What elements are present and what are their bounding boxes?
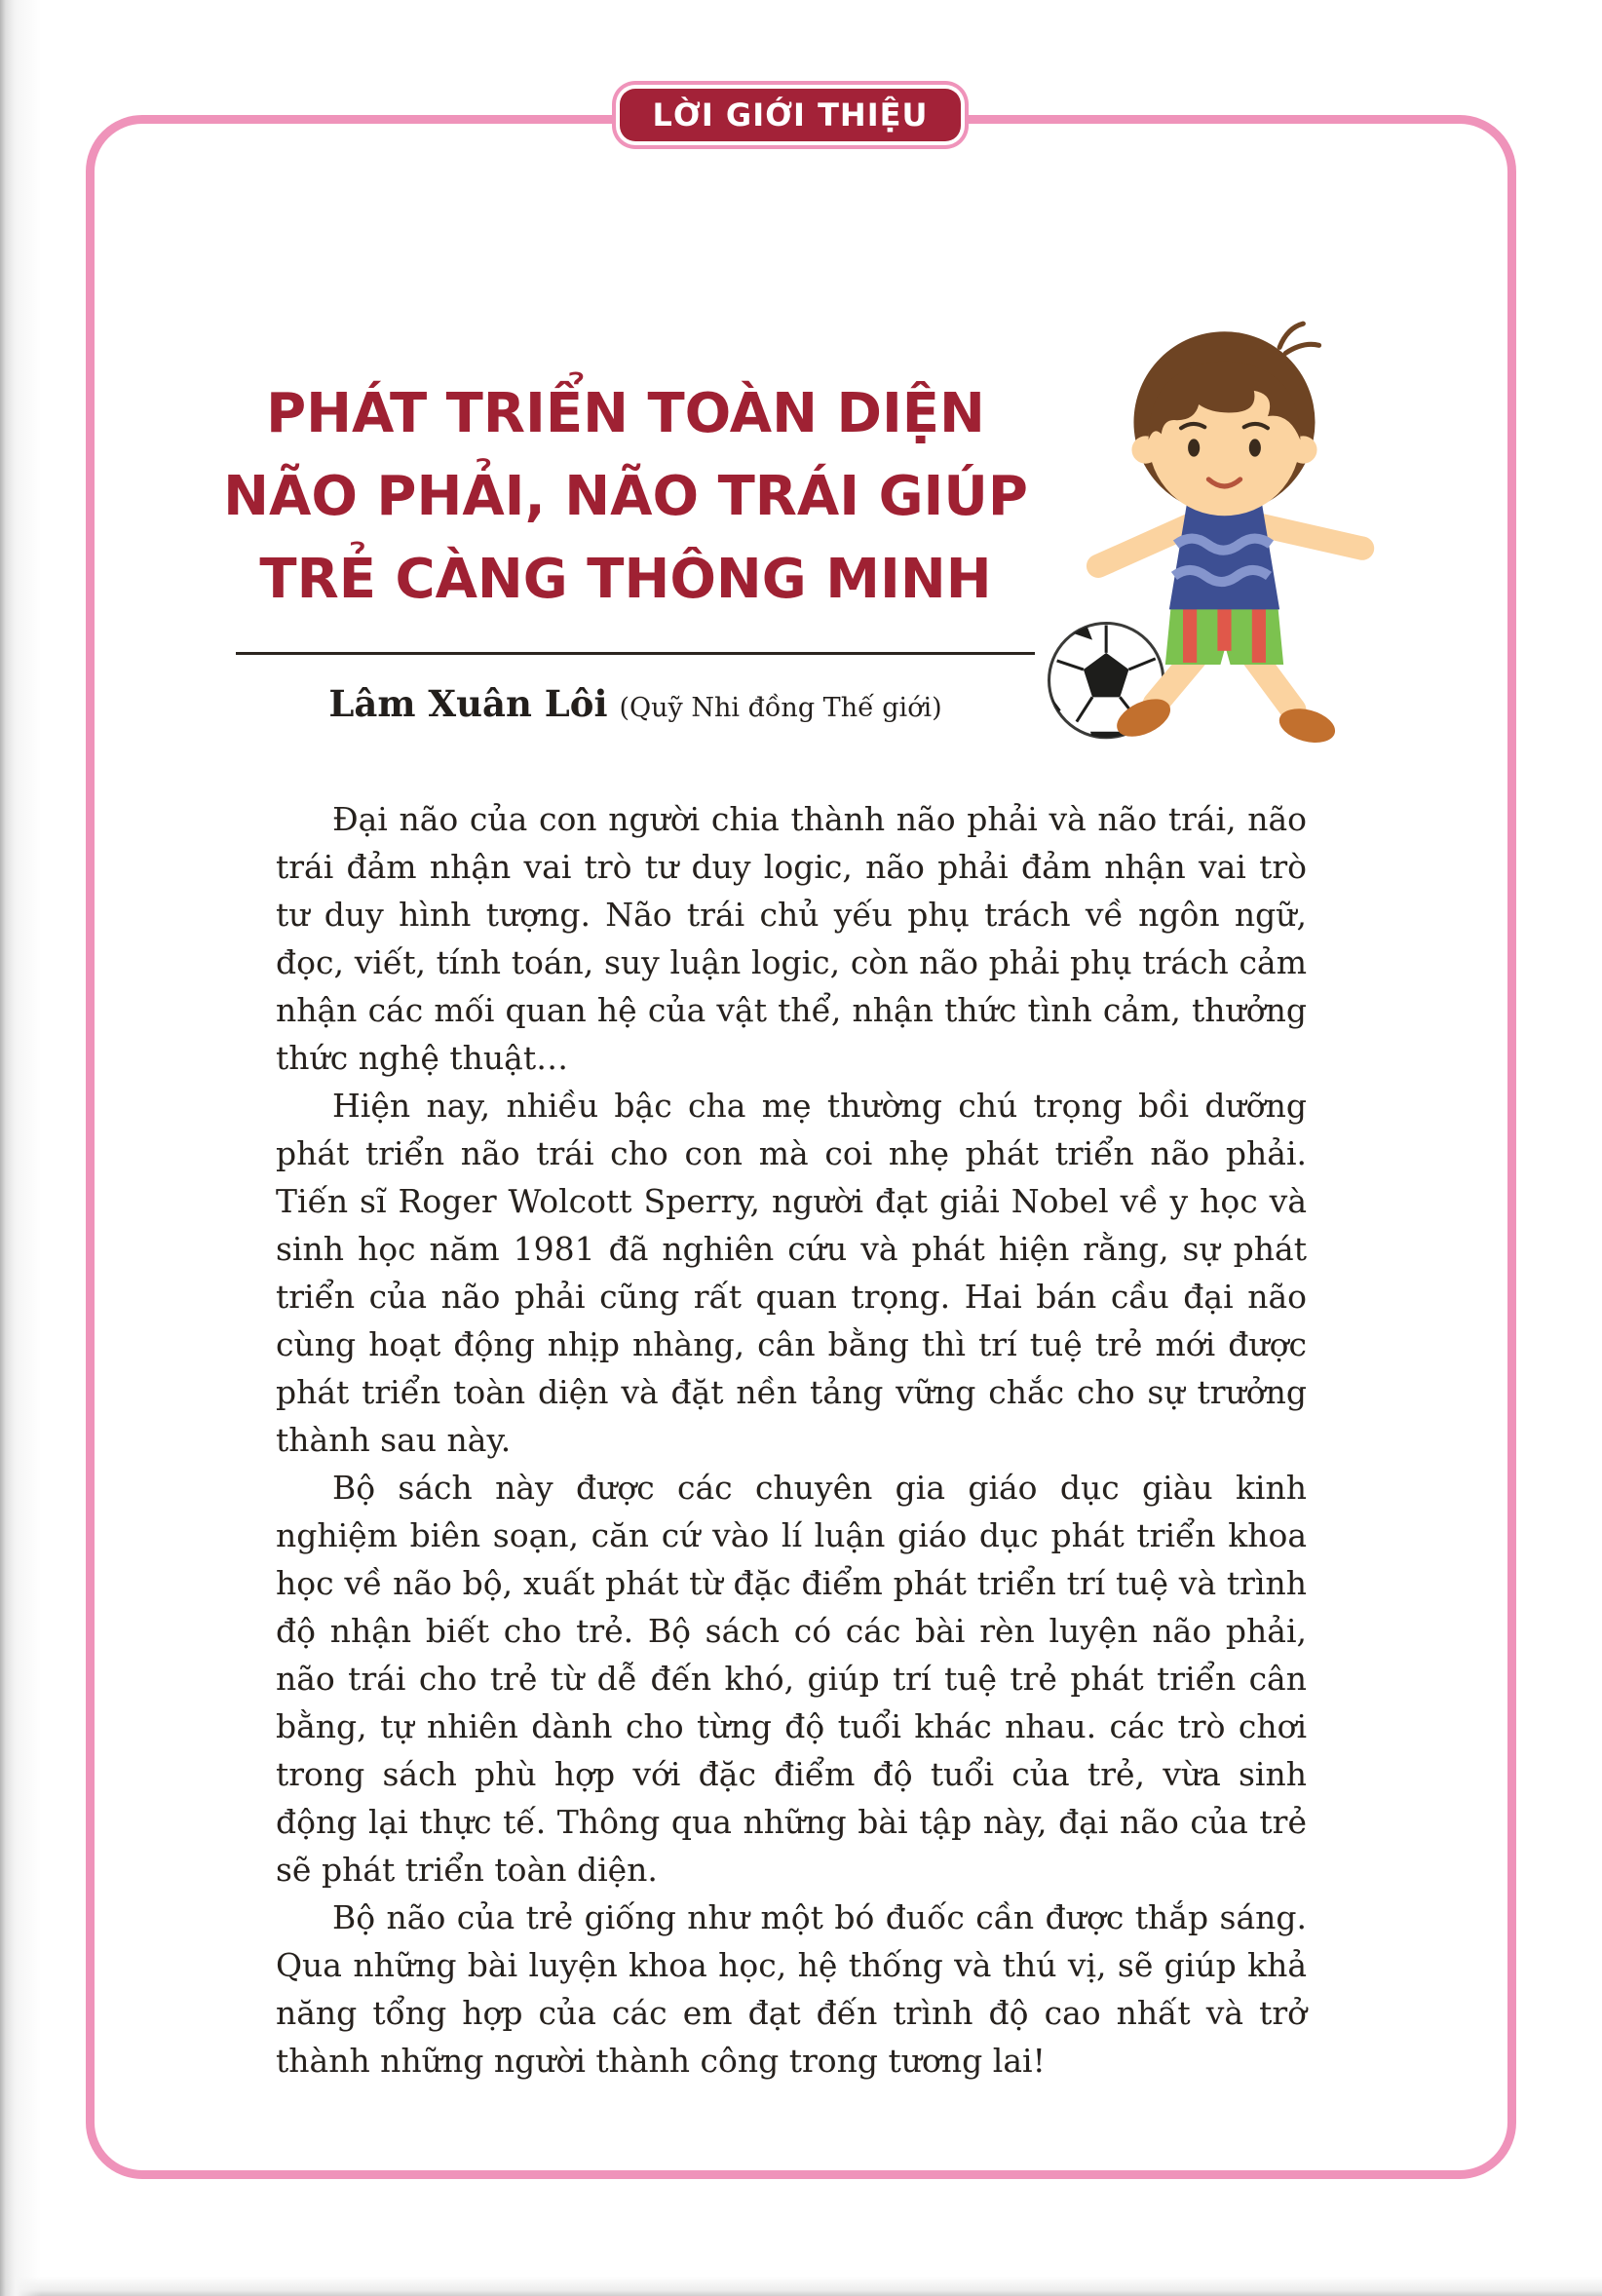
author-name: Lâm Xuân Lôi <box>328 682 608 725</box>
page-title <box>158 372 1093 621</box>
title-line-3: TRẺ CÀNG THÔNG MINH <box>259 548 992 611</box>
paragraph-4: Bộ não của trẻ giống như một bó đuốc cần được thắp sáng. Qua những bài luyện khoa học, hệ thống và thú vị, sẽ giúp khả năng tổng hợp của các em đạt đến trình độ cao nhất và trở thành những người thành công trong tương lai! <box>276 1898 1307 2080</box>
header-badge-label: LỜI GIỚI THIỆU <box>652 96 929 134</box>
title-line-2: NÃO PHẢI, NÃO TRÁI GIÚP <box>223 465 1028 528</box>
paragraph-2: Hiện nay, nhiều bậc cha mẹ thường chú trọng bồi dưỡng phát triển não trái cho con mà coi nhẹ phát triển não phải. Tiến sĩ Roger Wolcott Sperry, người đạt giải Nobel về y học và sinh học năm 1981 đã nghiên cứu và phát hiện rằng, sự phát triển của não phải cũng rất quan trọng. Hai bán cầu đại não cùng hoạt động nhịp nhàng, cân bằng thì trí tuệ trẻ mới được phát triển toàn diện và đặt nền tảng vững chắc cho sự trưởng thành sau này. <box>276 1087 1307 1459</box>
header-badge <box>620 89 961 141</box>
boy-kicking-ball-illustration <box>1035 314 1415 757</box>
title-divider <box>236 652 1035 655</box>
title-line-1: PHÁT TRIỂN TOÀN DIỆN <box>266 382 985 445</box>
body-text <box>276 795 1307 2085</box>
author-line <box>236 682 1035 725</box>
paragraph-3: Bộ sách này được các chuyên gia giáo dục giàu kinh nghiệm biên soạn, căn cứ vào lí luận giáo dục phát triển khoa học về não bộ, xuất phát từ đặc điểm phát triển trí tuệ và trình độ nhận biết cho trẻ. Bộ sách có các bài rèn luyện não phải, não trái cho trẻ từ dễ đến khó, giúp trí tuệ trẻ phát triển cân bằng, tự nhiên dành cho từng độ tuổi khác nhau. các trò chơi trong sách phù hợp với đặc điểm độ tuổi của trẻ, vừa sinh động lại thực tế. Thông qua những bài tập này, đại não của trẻ sẽ phát triển toàn diện. <box>276 1469 1307 1889</box>
author-affiliation: (Quỹ Nhi đồng Thế giới) <box>619 693 942 723</box>
paragraph-1: Đại não của con người chia thành não phải và não trái, não trái đảm nhận vai trò tư duy logic, não phải đảm nhận vai trò tư duy hình tượng. Não trái chủ yếu phụ trách về ngôn ngữ, đọc, viết, tính toán, suy luận logic, còn não phải phụ trách cảm nhận các mối quan hệ của vật thể, nhận thức tình cảm, thưởng thức nghệ thuật… <box>276 800 1307 1077</box>
